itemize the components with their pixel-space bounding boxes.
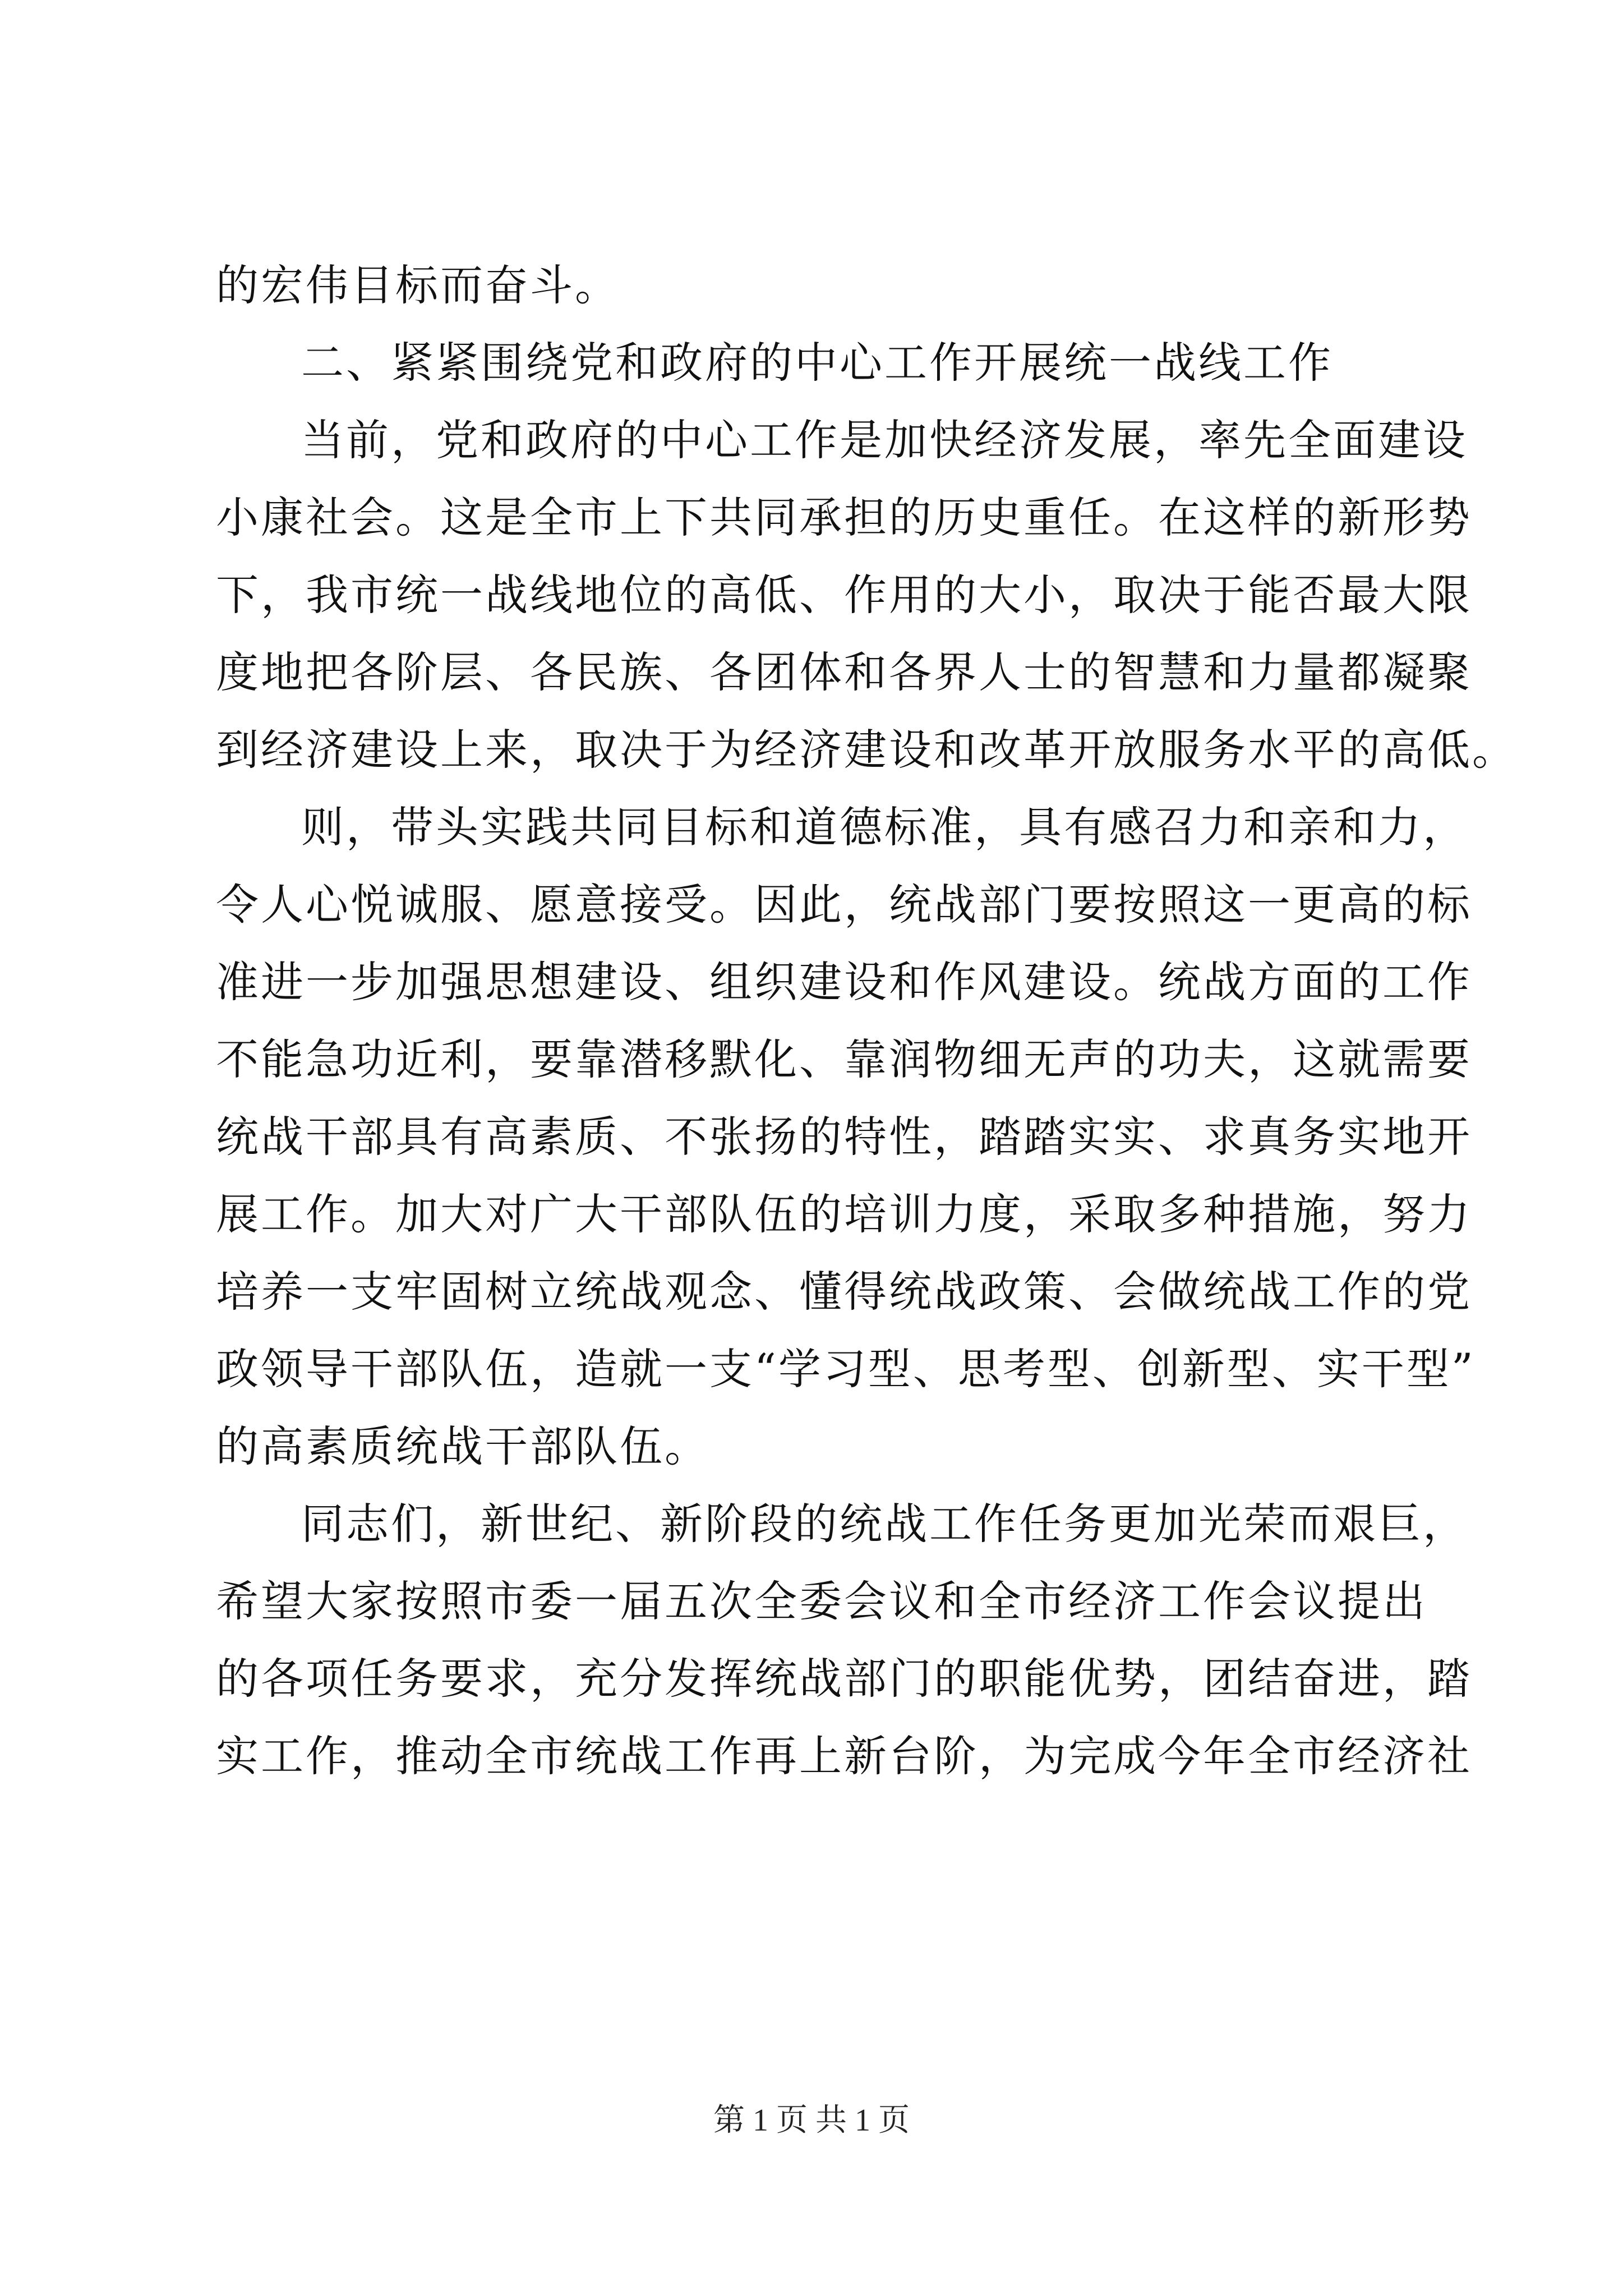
text-line: 培养一支牢固树立统战观念、懂得统战政策、会做统战工作的党: [216, 1267, 1472, 1317]
text-line: 的高素质统战干部队伍。: [216, 1421, 709, 1471]
text-line: 准进一步加强思想建设、组织建设和作风建设。统战方面的工作: [216, 957, 1472, 1007]
text-line: 的各项任务要求，充分发挥统战部门的职能优势，团结奋进，踏: [216, 1654, 1472, 1704]
text-line: 不能急功近利，要靠潜移默化、靠润物细无声的功夫，这就需要: [216, 1034, 1472, 1084]
text-line: 展工作。加大对广大干部队伍的培训力度，采取多种措施，努力: [216, 1189, 1472, 1239]
document-body: [216, 247, 1517, 1795]
section-heading: 二、紧紧围绕党和政府的中心工作开展统一战线工作: [301, 338, 1333, 388]
text-line: 的宏伟目标而奋斗。: [216, 260, 620, 310]
text-line: 度地把各阶层、各民族、各团体和各界人士的智慧和力量都凝聚: [216, 647, 1472, 697]
page-number-footer: 第 1 页 共 1 页: [713, 2103, 910, 2138]
text-line: 令人心悦诚服、愿意接受。因此，统战部门要按照这一更高的标: [216, 880, 1472, 930]
text-line: 下，我市统一战线地位的高低、作用的大小，取决于能否最大限: [216, 570, 1472, 620]
text-line: 同志们，新世纪、新阶段的统战工作任务更加光荣而艰巨，: [301, 1499, 1468, 1549]
text-line: 当前，党和政府的中心工作是加快经济发展，率先全面建设: [301, 415, 1468, 465]
text-line: 希望大家按照市委一届五次全委会议和全市经济工作会议提出: [216, 1576, 1427, 1626]
text-line: 小康社会。这是全市上下共同承担的历史重任。在这样的新形势: [216, 493, 1472, 542]
text-line: 统战干部具有高素质、不张扬的特性，踏踏实实、求真务实地开: [216, 1112, 1472, 1162]
text-line: 到经济建设上来，取决于为经济建设和改革开放服务水平的高低。: [216, 725, 1517, 775]
text-line: 政领导干部队伍，造就一支“学习型、思考型、创新型、实干型”: [216, 1344, 1476, 1394]
text-line: 实工作，推动全市统战工作再上新台阶，为完成今年全市经济社: [216, 1731, 1472, 1781]
text-line: 则，带头实践共同目标和道德标准，具有感召力和亲和力，: [301, 802, 1468, 852]
